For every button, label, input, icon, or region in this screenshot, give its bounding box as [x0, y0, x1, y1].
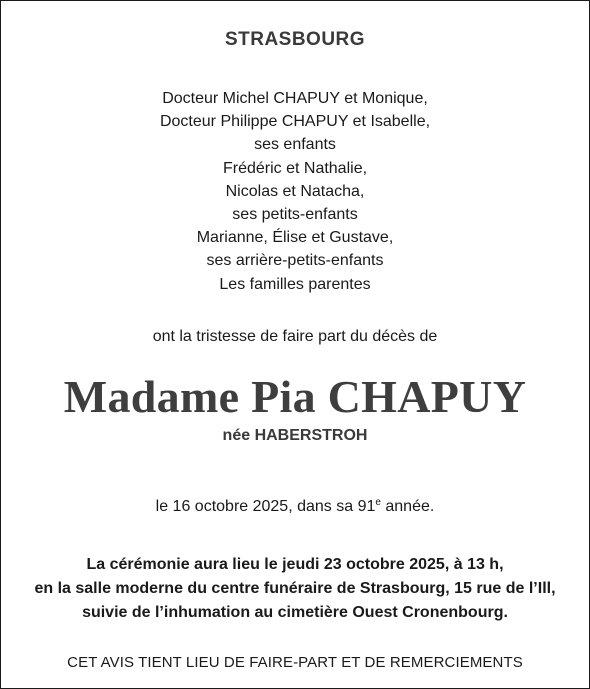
- maiden-name: née HABERSTROH: [222, 427, 368, 444]
- deceased-name: Madame Pia CHAPUY: [63, 371, 527, 422]
- family-line: Docteur Michel CHAPUY et Monique,: [162, 90, 428, 107]
- ceremony-line: suivie de l’inhumation au cimetière Ouest Cronenbourg.: [82, 604, 508, 621]
- ceremony-line: en la salle moderne du centre funéraire de Strasbourg, 15 rue de l’Ill,: [34, 580, 556, 597]
- family-line: Les familles parentes: [219, 275, 371, 293]
- announcement-text: ont la tristesse de faire part du décès de: [152, 328, 438, 345]
- family-list: [1, 87, 589, 296]
- family-line: Docteur Philippe CHAPUY et Isabelle,: [159, 113, 431, 131]
- death-date: [1, 498, 589, 516]
- ceremony-line: La cérémonie aura lieu le jeudi 23 octobre 2025, à 13 h,: [86, 556, 504, 573]
- footer-notice: CET AVIS TIENT LIEU DE FAIRE-PART ET DE REMERCIEMENTS: [67, 654, 523, 671]
- death-date-suffix: année.: [380, 498, 435, 515]
- family-line: ses petits-enfants: [232, 206, 358, 224]
- death-date-prefix: le 16 octobre 2025, dans sa 91: [155, 498, 376, 515]
- city-heading: STRASBOURG: [224, 29, 366, 50]
- family-line: Marianne, Élise et Gustave,: [196, 229, 394, 247]
- family-line: ses enfants: [254, 136, 336, 154]
- family-line: Frédéric et Nathalie,: [222, 159, 368, 177]
- ordinal-suffix: e: [375, 497, 381, 508]
- family-line: ses arrière-petits-enfants: [206, 252, 384, 270]
- ceremony-details: [1, 553, 589, 625]
- family-line: Nicolas et Natacha,: [225, 182, 365, 200]
